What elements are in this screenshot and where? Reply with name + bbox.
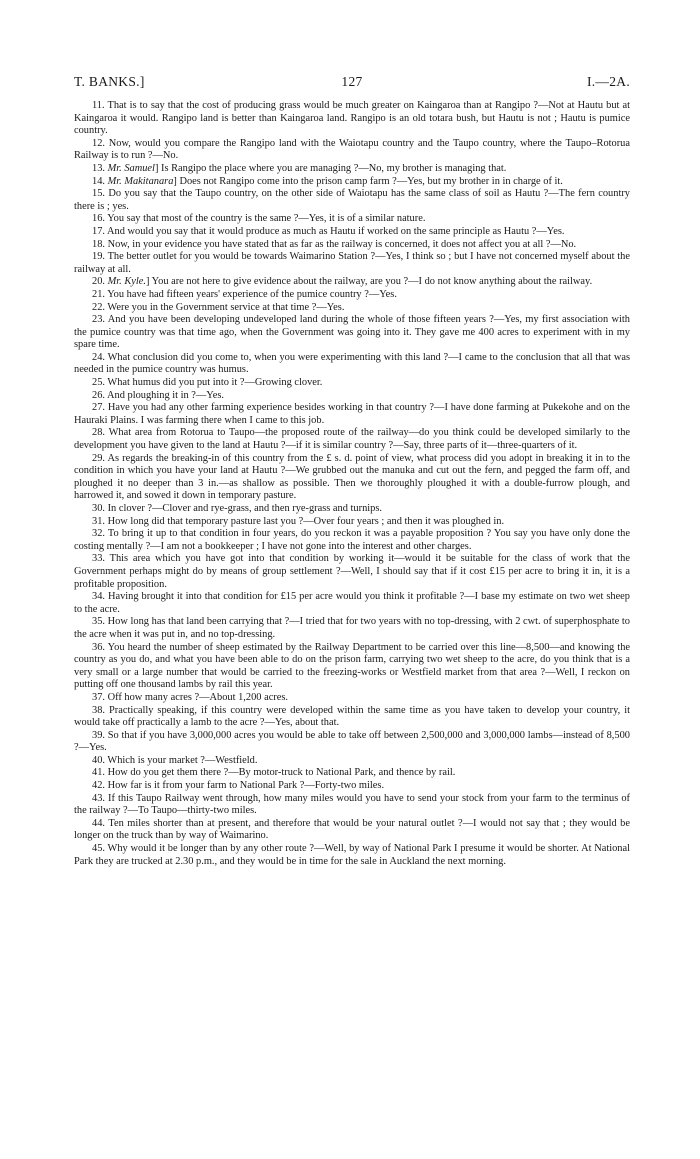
paragraph-text: 22. Were you in the Government service at that time ?—Yes. — [92, 301, 345, 313]
paragraph-number: 13. — [92, 162, 108, 174]
evidence-paragraph — [74, 100, 630, 138]
header-witness: T. BANKS.] — [74, 74, 145, 89]
paragraph-text: 17. And would you say that it would produce as much as Hautu if worked on the same principle as Hautu ?—Yes. — [92, 225, 565, 237]
speaker-name: Mr. Kyle. — [107, 276, 146, 288]
evidence-paragraph — [74, 276, 630, 289]
evidence-paragraph — [74, 251, 630, 276]
paragraph-text: 35. How long has that land been carrying that ?—I tried that for two years with no top-dressing, with 2 cwt. of superphosphate to the acre when it was put in, and no top-dressing. — [74, 616, 630, 640]
paragraph-text: 41. How do you get them there ?—By motor-truck to National Park, and thence by rail. — [92, 767, 456, 779]
paragraph-text: 23. And you have been developing undeveloped land during the whole of those fifteen years ?—Yes, my first association with the pumice country was that time ago, when the Government was going into it. They gave me 400 acres to experiment with in my spare time. — [74, 314, 630, 351]
evidence-paragraph — [74, 516, 630, 529]
paragraph-text: 18. Now, in your evidence you have stated that as far as the railway is concerned, it does not affect you at all ?—No. — [92, 238, 577, 250]
paragraph-text: 29. As regards the breaking-in of this country from the £ s. d. point of view, what process did you adopt in breaking it in to the condition in which you have your land at Hautu ?—We grubbed out the manuka and cut out the fern, and pegged the farm off, and ploughed it no deeper than 3 in.—as shallow as possible. Then we thoroughly ploughed it with a double-furrow plough, and harrowed it, and sowed it down in temporary pasture. — [74, 452, 630, 502]
paragraph-text: 30. In clover ?—Clover and rye-grass, and then rye-grass and turnips. — [92, 503, 382, 514]
evidence-paragraph — [74, 453, 630, 503]
evidence-paragraph — [74, 138, 630, 163]
evidence-paragraph — [74, 289, 630, 302]
evidence-paragraph — [74, 503, 630, 516]
evidence-paragraph — [74, 302, 630, 315]
paragraph-text: 15. Do you say that the Taupo country, on the other side of Waiotapu has the same class of soil as Hautu ?—The fern country there is ; yes. — [74, 188, 630, 212]
paragraph-text: 31. How long did that temporary pasture last you ?—Over four years ; and then it was ploughed in. — [92, 515, 505, 527]
paragraph-text: 28. What area from Rotorua to Taupo—the proposed route of the railway—do you think could be developed similarly to the development you have given to the land at Hautu ?—if it is similar country ?—Say, three parts of it—three-quarters of it. — [74, 427, 630, 452]
paragraph-number: 14. — [92, 175, 108, 187]
paragraph-text: 25. What humus did you put into it ?—Growing clover. — [92, 377, 323, 389]
evidence-paragraph — [74, 314, 630, 352]
evidence-paragraph — [74, 616, 630, 641]
paragraph-text: 38. Practically speaking, if this country were developed within the same time as you have taken to develop your country, it would take off practically a lamb to the acre ?—Yes, about that. — [74, 704, 630, 729]
evidence-paragraph — [74, 843, 630, 868]
evidence-paragraph — [74, 176, 630, 189]
paragraph-text: 33. This area which you have got into that condition by working it—would it be suitable for the class of work that the Government perhaps might do by means of group settlement ?—Well, I should say that if it cost £15 per acre to bring it in, it is a profitable proposition. — [74, 553, 630, 590]
speaker-name: Mr. Samuel — [107, 162, 155, 174]
paragraph-text: 44. Ten miles shorter than at present, and therefore that would be your natural outlet ?—I would not say that ; they would be longer on the truck than by way of Waimarino. — [74, 817, 630, 842]
evidence-paragraph — [74, 553, 630, 591]
paragraph-text: 40. Which is your market ?—Westfield. — [92, 754, 258, 766]
evidence-paragraph — [74, 642, 630, 692]
evidence-paragraph — [74, 767, 630, 780]
evidence-paragraph — [74, 402, 630, 427]
evidence-paragraph — [74, 755, 630, 768]
paragraph-text: 11. That is to say that the cost of producing grass would be much greater on Kaingaroa than at Rangipo ?—Not at Hautu but at Kaingaroa it would. Rangipo land is better than Kaingaroa land. Rangipo is an old totara bush, but Hautu is not ; Hautu is pumice country. — [74, 100, 630, 137]
page-header — [74, 74, 630, 94]
paragraph-text: 32. To bring it up to that condition in four years, do you reckon it was a payable proposition ? You say you have only done the costing mentally ?—I am not a bookkeeper ; I have not gone into the interest and other charges. — [74, 528, 630, 552]
paragraph-text: 24. What conclusion did you come to, when you were experimenting with this land ?—I came to the conclusion that all that was needed in the pumice country was humus. — [74, 351, 630, 376]
paragraph-text: 12. Now, would you compare the Rangipo land with the Waiotapu country and the Taupo country, where the Taupo–Rotorua Railway is to run ?—No. — [74, 137, 630, 162]
evidence-paragraph — [74, 818, 630, 843]
paragraph-text: ] Is Rangipo the place where you are managing ?—No, my brother is managing that. — [154, 162, 507, 174]
paragraph-text: 16. You say that most of the country is the same ?—Yes, it is of a similar nature. — [92, 213, 426, 225]
evidence-paragraph — [74, 188, 630, 213]
paragraph-text: 42. How far is it from your farm to National Park ?—Forty-two miles. — [92, 780, 385, 792]
evidence-paragraph — [74, 705, 630, 730]
paragraph-number: 20. — [92, 276, 108, 288]
page-number: 127 — [341, 74, 363, 89]
evidence-body — [74, 100, 630, 868]
paragraph-text: 36. You heard the number of sheep estimated by the Railway Department to be carried over this line—8,500—and knowing the country as you do, and what you have been able to do on the prison farm, carrying two wet sheep to the acre, do you think that is a very small or a large number that would be carried to the freezing-works or Westfield market from that area ?—Well, I reckon on putting off one thousand lambs by rail this year. — [74, 641, 630, 691]
paragraph-text: 27. Have you had any other farming experience besides working in that country ?—I have done farming at Pukekohe and on the Hauraki Plains. I was farming there when I came to this job. — [74, 402, 630, 426]
evidence-paragraph — [74, 163, 630, 176]
paragraph-text: 39. So that if you have 3,000,000 acres you would be able to take off between 2,500,000 and 3,000,000 lambs—instead of 8,500 ?—Yes. — [74, 729, 630, 754]
evidence-paragraph — [74, 793, 630, 818]
paragraph-text: 21. You have had fifteen years' experience of the pumice country ?—Yes. — [92, 288, 397, 300]
paragraph-text: 34. Having brought it into that condition for £15 per acre would you think it profitable ?—I base my estimate on two wet sheep to the acre. — [74, 591, 630, 615]
evidence-paragraph — [74, 226, 630, 239]
evidence-paragraph — [74, 780, 630, 793]
evidence-paragraph — [74, 377, 630, 390]
evidence-paragraph — [74, 730, 630, 755]
paragraph-text: ] Does not Rangipo come into the prison camp farm ?—Yes, but my brother in in charge of it. — [173, 175, 563, 187]
paragraph-text: ] You are not here to give evidence about the railway, are you ?—I do not know anything about the railway. — [145, 276, 593, 288]
evidence-paragraph — [74, 390, 630, 403]
evidence-paragraph — [74, 213, 630, 226]
speaker-name: Mr. Makitanara — [107, 175, 174, 187]
evidence-paragraph — [74, 427, 630, 452]
evidence-paragraph — [74, 591, 630, 616]
paragraph-text: 43. If this Taupo Railway went through, how many miles would you have to send your stock from your farm to the terminus of the railway ?—To Taupo—thirty-two miles. — [74, 792, 630, 817]
evidence-paragraph — [74, 528, 630, 553]
evidence-paragraph — [74, 352, 630, 377]
evidence-paragraph — [74, 692, 630, 705]
paragraph-text: 19. The better outlet for you would be towards Waimarino Station ?—Yes, I think so ; but I have not concerned myself about the railway at all. — [74, 251, 630, 275]
evidence-paragraph — [74, 239, 630, 252]
paragraph-text: 45. Why would it be longer than by any other route ?—Well, by way of National Park I presume it would be shorter. At National Park they are trucked at 2.30 p.m., and they would be in time for the sale in Auckland the next morning. — [74, 843, 630, 867]
header-reference: I.—2A. — [586, 74, 630, 89]
paragraph-text: 26. And ploughing it in ?—Yes. — [92, 389, 225, 401]
paragraph-text: 37. Off how many acres ?—About 1,200 acres. — [92, 691, 289, 703]
